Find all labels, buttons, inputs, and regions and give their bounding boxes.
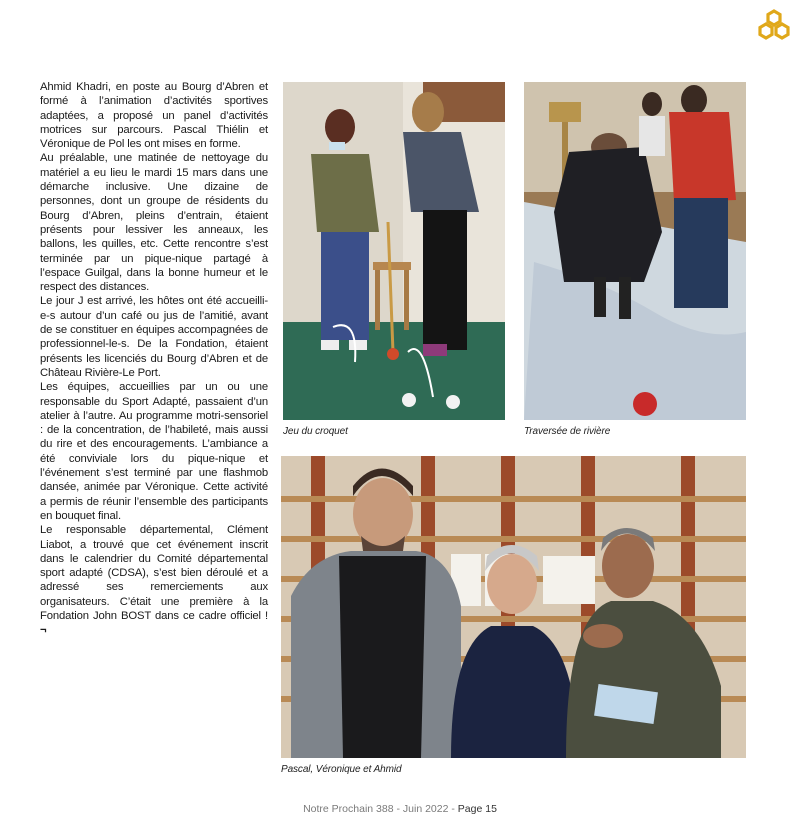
group-portrait-caption: Pascal, Véronique et Ahmid: [281, 764, 402, 775]
hexagon-cluster-logo-icon: [754, 8, 794, 48]
footer-date: Juin 2022: [402, 803, 449, 815]
river-crossing-photo: [524, 82, 746, 420]
page-footer: [0, 803, 800, 815]
croquet-photo: [283, 82, 505, 420]
footer-separator: -: [448, 803, 458, 815]
river-crossing-caption: Traversée de rivière: [524, 426, 611, 437]
group-portrait-photo: [281, 456, 746, 758]
article-last-text: Le responsable départemental, Clément Liabot, a trouvé que cet événement inscrit dans le calendrier du Comité départemental sport adapté (CDSA), s’est bien déroulé et a adressé ses remerciements aux organisateurs. C’était une première à la Fondation John BOST dans ce cadre officiel !: [40, 524, 268, 622]
footer-magazine: Notre Prochain 388: [303, 803, 394, 815]
page-number: Page 15: [457, 803, 497, 815]
article-paragraph: Ahmid Khadri, en poste au Bourg d’Abren et formé à l’animation d’activités sportives adaptées, a proposé un panel d’activités motrices sur parcours. Pascal Thiélin et Véronique de Pol les ont mises en forme.: [40, 81, 268, 151]
article-paragraph: [40, 523, 268, 637]
article-paragraph: Les équipes, accueillies par un ou une responsable du Sport Adapté, passaient d’un atelier à l’autre. Au programme motri-sensoriel : de la concentration, de l’habileté, mais aussi du rire et des encouragements. L’ambiance a été conviviale lors du pique-nique et l’événement s’est terminé par une flashmob dansée, animée par Véronique. Cette activité a permis de réunir l’ensemble des participants en bouquet final.: [40, 381, 268, 522]
article-body: [40, 80, 268, 638]
end-mark: ¬: [40, 624, 47, 637]
article-paragraph: Au préalable, une matinée de nettoyage du matériel a eu lieu le mardi 15 mars dans une démarche inclusive. Une dizaine de personnes, dont un groupe de résidents du Bourg d’Abren, pleins d’entrain, étaient présents pour lessiver les anneaux, les ballons, les quilles, etc. Cette rencontre s’est terminée par un pique-nique partagé à l’espace Guilgal, dans la bonne humeur et le respect des distances.: [40, 152, 268, 294]
croquet-caption: Jeu du croquet: [283, 426, 348, 437]
footer-separator: -: [393, 803, 403, 815]
article-paragraph: Le jour J est arrivé, les hôtes ont été accueilli-e-s autour d’un café ou jus de l’amitié, avant de se constituer en équipes accompagnées de professionnel-le-s. De la Fondation, étaient présents les licenciés du Bourg d’Abren et de Château Rivière-Le Port.: [40, 295, 268, 379]
